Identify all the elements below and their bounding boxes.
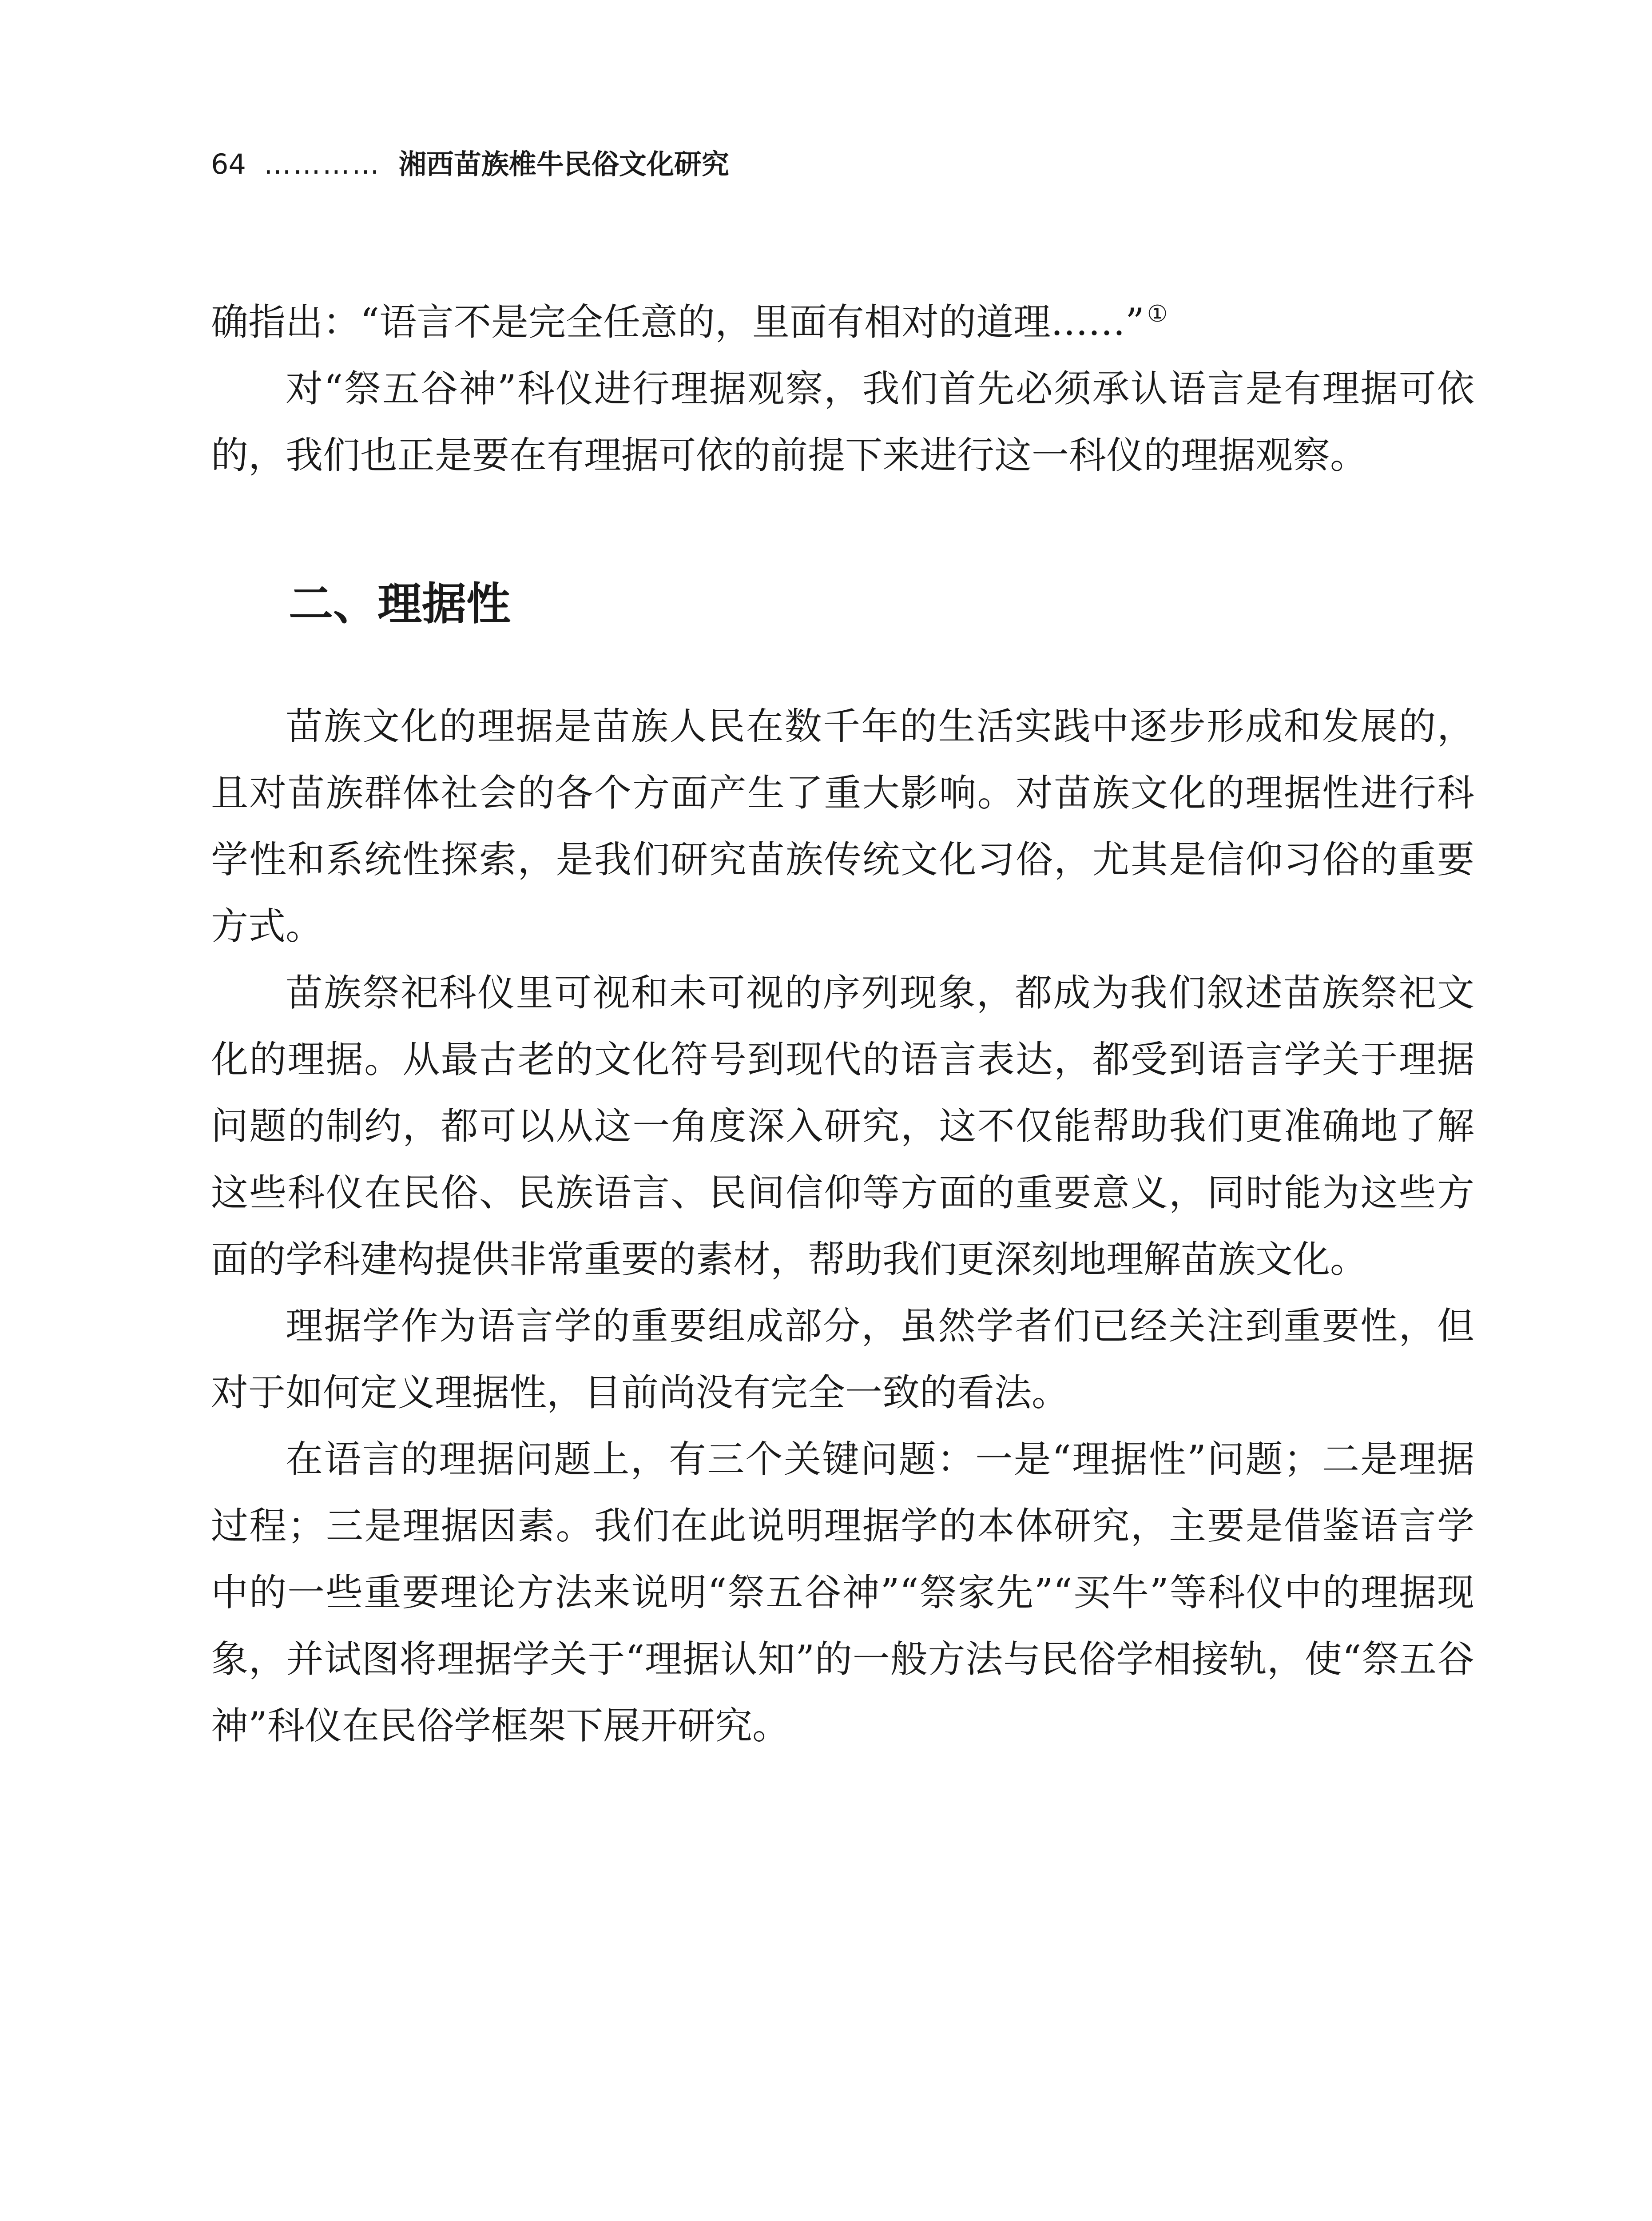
paragraph-text: 确指出：“语言不是完全任意的，里面有相对的道理……” xyxy=(211,300,1144,344)
paragraph-quote-continuation xyxy=(211,289,1474,355)
running-title: 湘西苗族椎牛民俗文化研究 xyxy=(398,148,729,180)
page-number: 64 xyxy=(211,148,246,180)
header-leader-dots: ………… xyxy=(263,148,381,180)
section-heading: 二、理据性 xyxy=(289,578,511,630)
paragraph: 苗族祭祀科仪里可视和未可视的序列现象，都成为我们叙述苗族祭祀文化的理据。从最古老的文化符号到现代的语言表达，都受到语言学关于理据问题的制约，都可以从这一角度深入研究，这不仅能帮助我们更准确地了解这些科仪在民俗、民族语言、民间信仰等方面的重要意义，同时能为这些方面的学科建构提供非常重要的素材，帮助我们更深刻地理解苗族文化。 xyxy=(211,971,1474,1281)
paragraph: 苗族文化的理据是苗族人民在数千年的生活实践中逐步形成和发展的，且对苗族群体社会的各个方面产生了重大影响。对苗族文化的理据性进行科学性和系统性探索，是我们研究苗族传统文化习俗，尤其是信仰习俗的重要方式。 xyxy=(211,705,1474,948)
footnote-reference[interactable]: ① xyxy=(1147,301,1168,327)
running-header xyxy=(211,147,729,182)
paragraph: 在语言的理据问题上，有三个关键问题：一是“理据性”问题；二是理据过程；三是理据因素。我们在此说明理据学的本体研究，主要是借鉴语言学中的一些重要理论方法来说明“祭五谷神”“祭家先”“买牛”等科仪中的理据现象，并试图将理据学关于“理据认知”的一般方法与民俗学相接轨，使“祭五谷神”科仪在民俗学框架下展开研究。 xyxy=(211,1437,1474,1747)
section-text-block xyxy=(211,693,1474,1759)
paragraph: 理据学作为语言学的重要组成部分，虽然学者们已经关注到重要性，但对于如何定义理据性，目前尚没有完全一致的看法。 xyxy=(211,1304,1474,1414)
paragraph: 对“祭五谷神”科仪进行理据观察，我们首先必须承认语言是有理据可依的，我们也正是要在有理据可依的前提下来进行这一科仪的理据观察。 xyxy=(211,367,1474,477)
opening-text-block xyxy=(211,289,1474,489)
